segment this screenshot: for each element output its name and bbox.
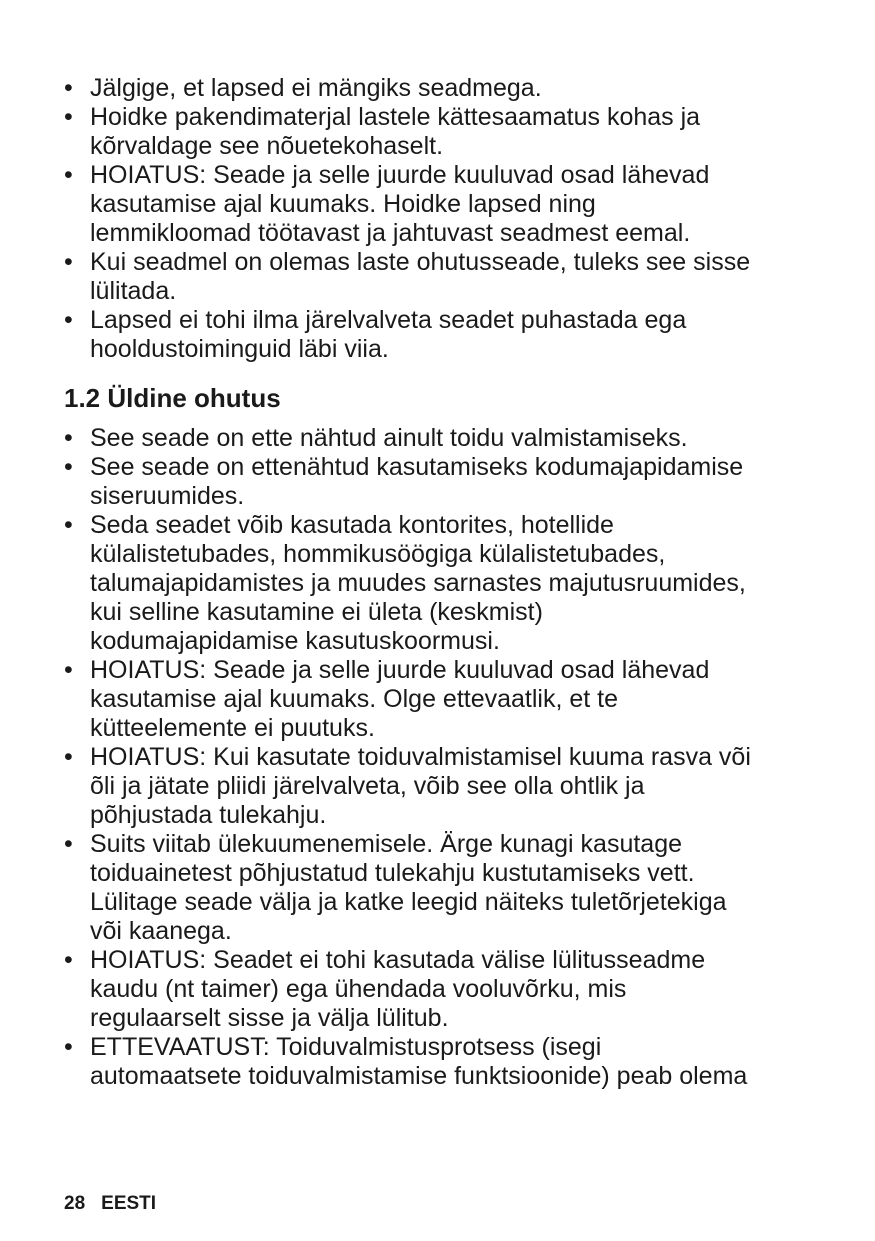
bullet-dot: • [64,74,73,102]
list-item [64,511,824,656]
page-footer [64,1193,172,1215]
list-item-text: Kui seadmel on olemas laste ohutusseade, tuleks see sisse lülitada. [90,248,751,305]
page-content [64,74,824,1091]
list-item [64,743,824,830]
list-item-text: ETTEVAATUST: Toiduvalmistusprotsess (isegi automaatsete toiduvalmistamise funktsioonide) peab olema [90,1033,748,1090]
bullet-dot: • [64,1033,73,1061]
list-item [64,946,824,1033]
bullet-dot: • [64,453,73,481]
bullet-dot: • [64,946,73,974]
language-label: EESTI [101,1193,157,1214]
list-item [64,1033,824,1091]
list-item-text: HOIATUS: Seade ja selle juurde kuuluvad osad lähevad kasutamise ajal kuumaks. Hoidke lapsed ning lemmikloomad töötavast ja jahtuvast seadmest eemal. [90,161,710,247]
bullet-dot: • [64,306,73,334]
bullet-dot: • [64,656,73,684]
list-item-text: Jälgige, et lapsed ei mängiks seadmega. [90,74,542,102]
list-item [64,424,824,453]
bullet-dot: • [64,830,73,858]
bullet-dot: • [64,511,73,539]
list-item-text: See seade on ette nähtud ainult toidu valmistamiseks. [90,424,688,452]
list-item [64,656,824,743]
bullet-dot: • [64,424,73,452]
list-item-text: HOIATUS: Seadet ei tohi kasutada välise lülitusseadme kaudu (nt taimer) ega ühendada vooluvõrku, mis regulaarselt sisse ja välja lülitub. [90,946,706,1032]
list-item [64,74,824,103]
list-item-text: HOIATUS: Seade ja selle juurde kuuluvad osad lähevad kasutamise ajal kuumaks. Olge ettevaatlik, et te kütteelemente ei puutuks. [90,656,710,742]
list-item-text: Hoidke pakendimaterjal lastele kättesaamatus kohas ja kõrvaldage see nõuetekohaselt. [90,103,701,160]
section-bullet-list [64,424,824,1091]
list-item-text: Lapsed ei tohi ilma järelvalveta seadet puhastada ega hooldustoiminguid läbi viia. [90,306,687,363]
list-item-text: Seda seadet võib kasutada kontorites, hotellide külalistetubades, hommikusöögiga külalistetubades, talumajapidamistes ja muudes sarnastes majutusruumides, kui selline kasutamine ei ületa (keskmist) kodumajapidamise kasutuskoormusi. [90,511,746,655]
list-item [64,453,824,511]
bullet-dot: • [64,103,73,131]
bullet-dot: • [64,248,73,276]
bullet-dot: • [64,743,73,771]
section-title: 1.2 Üldine ohutus [64,383,281,413]
list-item-text: See seade on ettenähtud kasutamiseks kodumajapidamise siseruumides. [90,453,744,510]
intro-bullet-list [64,74,824,364]
list-item-text: HOIATUS: Kui kasutate toiduvalmistamisel kuuma rasva või õli ja jätate pliidi järelvalveta, võib see olla ohtlik ja põhjustada tulekahju. [90,743,751,829]
list-item [64,830,824,946]
list-item [64,306,824,364]
list-item [64,103,824,161]
page-number: 28 [64,1193,86,1214]
list-item [64,161,824,248]
list-item-text: Suits viitab ülekuumenemisele. Ärge kunagi kasutage toiduainetest põhjustatud tulekahju kustutamiseks vett. Lülitage seade välja ja katke leegid näiteks tuletõrjetekiga või kaanega. [90,830,727,945]
bullet-dot: • [64,161,73,189]
list-item [64,248,824,306]
